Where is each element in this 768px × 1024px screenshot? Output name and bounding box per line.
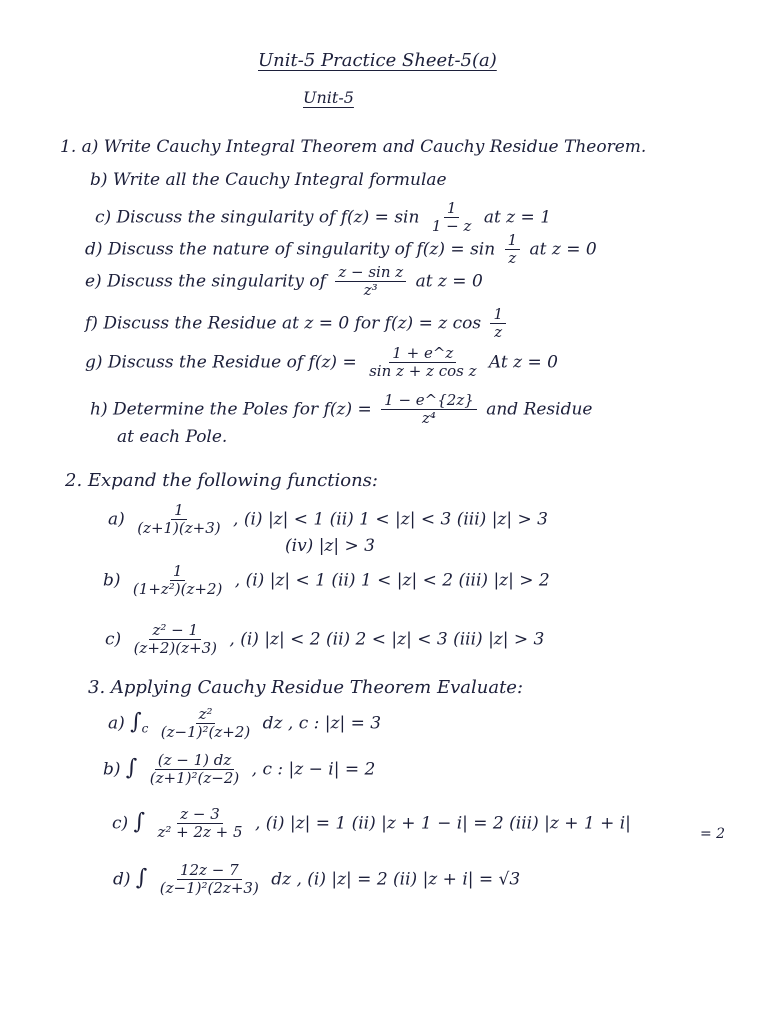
fraction-numerator: 1	[171, 502, 187, 520]
q1-c-fraction	[429, 200, 475, 236]
fraction-numerator: 1	[444, 200, 460, 218]
fraction-numerator: z²	[196, 706, 216, 724]
q1-f-fraction	[490, 306, 506, 342]
q3-item-a	[108, 706, 381, 742]
q3-d-label: d)	[113, 869, 131, 890]
integral-icon: ∫	[135, 865, 148, 891]
q1-h-text: h) Determine the Poles for f(z) =	[90, 399, 372, 420]
q1-f-text: f) Discuss the Residue at z = 0 for f(z) = z cos	[85, 313, 482, 334]
fraction-numerator: 1	[170, 563, 186, 581]
integral-icon: ∫	[125, 755, 138, 781]
q3-c-label: c)	[112, 813, 129, 834]
q2-heading: 2. Expand the following functions:	[65, 470, 378, 491]
q2-c-conditions: , (i) |z| < 2 (ii) 2 < |z| < 3 (iii) |z| > 3	[229, 629, 545, 650]
fraction-denominator: (z+1)²(z−2)	[149, 769, 240, 788]
contour-subscript: c	[141, 721, 149, 736]
q2-a-label: a)	[108, 509, 125, 530]
q1-item-a: 1. a) Write Cauchy Integral Theorem and Cauchy Residue Theorem.	[60, 137, 647, 157]
fraction-numerator: 1	[490, 306, 506, 324]
fraction-denominator: z⁴	[422, 409, 436, 428]
q1-h-fraction	[381, 392, 477, 428]
fraction-numerator: 1 + e^z	[389, 345, 456, 363]
fraction-denominator: (z+1)(z+3)	[137, 519, 221, 538]
q1-e-fraction	[335, 264, 406, 300]
fraction-denominator: z	[508, 249, 517, 268]
q3-item-c-continued: = 2	[700, 826, 726, 842]
q1-h-condition: and Residue	[486, 399, 593, 420]
fraction-denominator: z	[494, 323, 503, 342]
fraction-numerator: z − sin z	[335, 264, 406, 282]
q3-b-fraction	[147, 752, 242, 788]
q2-item-a	[108, 502, 548, 538]
q3-c-fraction	[154, 806, 245, 842]
q3-d-fraction	[157, 862, 262, 898]
q3-item-c	[112, 806, 631, 842]
q2-b-conditions: , (i) |z| < 1 (ii) 1 < |z| < 2 (iii) |z| > 2	[234, 570, 550, 591]
q1-item-h	[90, 392, 593, 428]
q2-c-label: c)	[105, 629, 122, 650]
q3-item-d	[113, 862, 520, 898]
fraction-denominator: (z−1)²(2z+3)	[159, 879, 259, 898]
q1-g-fraction	[366, 345, 479, 381]
q3-item-b	[103, 752, 375, 788]
q1-item-h-continued: at each Pole.	[117, 427, 228, 447]
q3-d-condition: dz , (i) |z| = 2 (ii) |z + i| = √3	[271, 869, 521, 890]
q2-c-fraction	[131, 622, 220, 658]
page-title: Unit-5 Practice Sheet-5(a)	[258, 50, 497, 71]
q3-a-fraction	[158, 706, 253, 742]
q1-d-fraction	[505, 232, 521, 268]
integral-icon: ∫	[130, 709, 142, 735]
fraction-denominator: (z−1)²(z+2)	[160, 723, 251, 742]
q2-b-fraction	[130, 563, 225, 599]
fraction-numerator: 1	[505, 232, 521, 250]
fraction-numerator: z − 3	[177, 806, 223, 824]
fraction-numerator: 1 − e^{2z}	[381, 392, 477, 410]
q3-a-condition: dz , c : |z| = 3	[262, 713, 382, 734]
fraction-denominator: sin z + z cos z	[369, 362, 477, 381]
q2-item-c	[105, 622, 544, 658]
q3-c-condition: , (i) |z| = 1 (ii) |z + 1 − i| = 2 (iii) |z + 1 + i|	[254, 813, 631, 834]
q2-item-b	[103, 563, 550, 599]
fraction-numerator: z² − 1	[149, 622, 201, 640]
q3-a-label: a)	[108, 713, 125, 734]
fraction-denominator: z³	[363, 281, 378, 300]
q1-d-condition: at z = 0	[529, 239, 597, 260]
q1-item-g	[85, 345, 558, 381]
fraction-denominator: z² + 2z + 5	[157, 823, 243, 842]
q1-item-e	[85, 264, 483, 300]
q1-d-text: d) Discuss the nature of singularity of f(z) = sin	[85, 239, 496, 260]
q1-g-text: g) Discuss the Residue of f(z) =	[85, 352, 357, 373]
q2-a-fraction	[134, 502, 223, 538]
q3-b-label: b)	[103, 759, 121, 780]
q1-c-text: c) Discuss the singularity of f(z) = sin	[95, 207, 420, 228]
integral-icon: ∫	[133, 809, 146, 835]
q1-e-condition: at z = 0	[415, 271, 483, 292]
page-subtitle: Unit-5	[303, 88, 354, 107]
q1-item-f	[85, 306, 510, 342]
fraction-denominator: (1+z²)(z+2)	[132, 580, 223, 599]
q3-heading: 3. Applying Cauchy Residue Theorem Evaluate:	[88, 677, 524, 698]
fraction-denominator: (z+2)(z+3)	[133, 639, 217, 658]
q1-c-condition: at z = 1	[483, 207, 552, 228]
q1-g-condition: At z = 0	[488, 352, 558, 373]
q2-b-label: b)	[103, 570, 121, 591]
fraction-numerator: (z − 1) dz	[155, 752, 235, 770]
q1-e-text: e) Discuss the singularity of	[85, 271, 326, 292]
q1-item-c	[95, 200, 551, 236]
fraction-denominator: 1 − z	[431, 217, 472, 236]
q2-item-a-line2: (iv) |z| > 3	[285, 536, 375, 556]
fraction-numerator: 12z − 7	[177, 862, 242, 880]
q3-b-condition: , c : |z − i| = 2	[251, 759, 376, 780]
q2-a-conditions: , (i) |z| < 1 (ii) 1 < |z| < 3 (iii) |z| > 3	[233, 509, 548, 530]
q1-item-b: b) Write all the Cauchy Integral formulae	[90, 170, 447, 190]
